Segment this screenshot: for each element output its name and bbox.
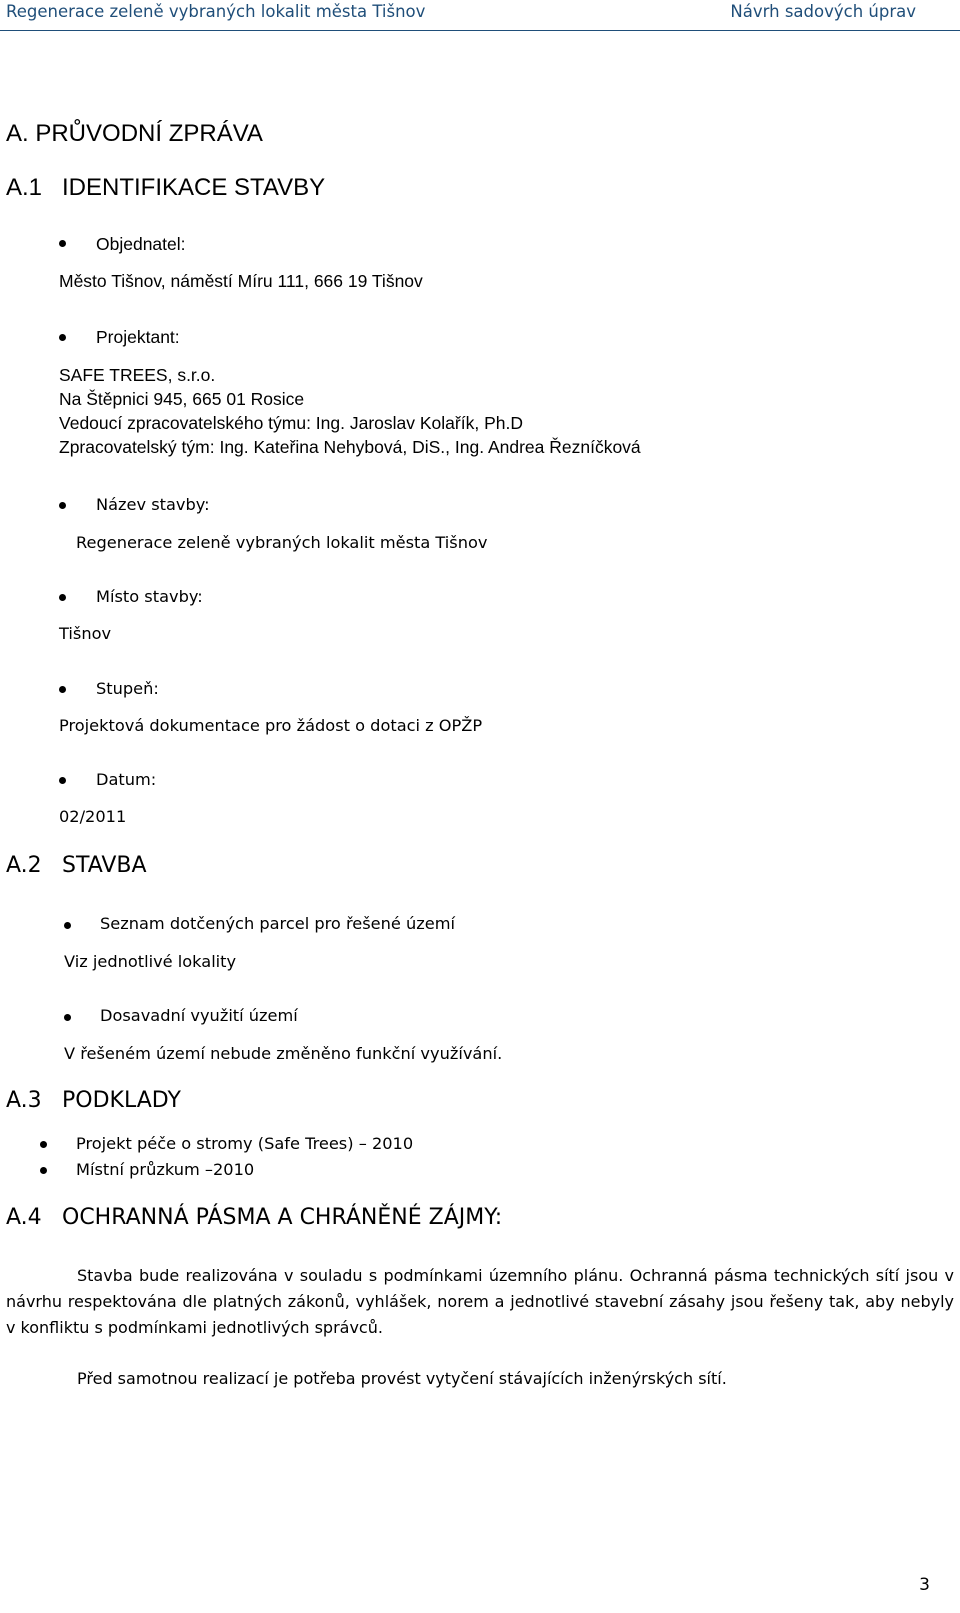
- parcely-value: Viz jednotlivé lokality: [64, 952, 237, 971]
- header-document-title: Regenerace zeleně vybraných lokalit města Tišnov: [6, 2, 426, 21]
- stupen-value: Projektová dokumentace pro žádost o dotaci z OPŽP: [59, 716, 483, 735]
- objednatel-value: Město Tišnov, náměstí Míru 111, 666 19 Tišnov: [59, 271, 423, 291]
- header-rule: [0, 30, 960, 31]
- datum-label: Datum:: [96, 770, 157, 789]
- misto-label: Místo stavby:: [96, 587, 203, 606]
- projektant-line: SAFE TREES, s.r.o.: [59, 365, 216, 385]
- podklady-item: Místní průzkum –2010: [76, 1160, 255, 1179]
- header-section-title: Návrh sadových úprav: [730, 2, 916, 21]
- bullet: [59, 334, 66, 341]
- section-a1-heading: IDENTIFIKACE STAVBY: [62, 174, 326, 201]
- section-a2-heading: STAVBA: [62, 853, 147, 878]
- bullet: [59, 240, 66, 247]
- section-a1-number: A.1: [6, 174, 43, 201]
- ochranna-pasma-text: Stavba bude realizována v souladu s podmínkami územního plánu. Ochranná pásma technických sítí jsou v návrhu respektována dle platných zákonů, vyhlášek, norem a jednotlivé stavební zásahy jsou řešeny tak, aby nebyly v konfliktu s podmínkami jednotlivých správců.: [6, 1266, 954, 1337]
- bullet: [64, 922, 71, 929]
- section-a4-number: A.4: [6, 1205, 42, 1230]
- vyuziti-value: V řešeném území nebude změněno funkční využívání.: [64, 1044, 503, 1063]
- page-title: A. PRŮVODNÍ ZPRÁVA: [6, 120, 263, 147]
- projektant-label: Projektant:: [96, 327, 180, 347]
- bullet: [64, 1014, 71, 1021]
- parcely-label: Seznam dotčených parcel pro řešené území: [100, 914, 455, 933]
- bullet: [59, 502, 66, 509]
- section-a2-number: A.2: [6, 853, 42, 878]
- section-a3-heading: PODKLADY: [62, 1088, 181, 1113]
- realizace-text: Před samotnou realizací je potřeba provést vytyčení stávajících inženýrských sítí.: [77, 1369, 727, 1388]
- ochranna-pasma-paragraph: [6, 1263, 954, 1341]
- bullet: [40, 1167, 47, 1174]
- misto-value: Tišnov: [59, 624, 112, 643]
- nazev-value: Regenerace zeleně vybraných lokalit města Tišnov: [76, 533, 488, 552]
- stupen-label: Stupeň:: [96, 679, 159, 698]
- bullet: [59, 594, 66, 601]
- objednatel-label: Objednatel:: [96, 234, 186, 254]
- page-number: 3: [919, 1575, 930, 1595]
- projektant-line: Na Štěpnici 945, 665 01 Rosice: [59, 389, 305, 409]
- datum-value: 02/2011: [59, 807, 127, 826]
- nazev-label: Název stavby:: [96, 495, 210, 514]
- bullet: [40, 1141, 47, 1148]
- vyuziti-label: Dosavadní využití území: [100, 1006, 298, 1025]
- podklady-item: Projekt péče o stromy (Safe Trees) – 2010: [76, 1134, 414, 1153]
- realizace-paragraph: [6, 1366, 954, 1392]
- bullet: [59, 686, 66, 693]
- projektant-line: Zpracovatelský tým: Ing. Kateřina Nehybová, DiS., Ing. Andrea Řezníčková: [59, 437, 641, 457]
- section-a4-heading: OCHRANNÁ PÁSMA A CHRÁNĚNÉ ZÁJMY:: [62, 1205, 503, 1230]
- bullet: [59, 777, 66, 784]
- projektant-line: Vedoucí zpracovatelského týmu: Ing. Jaroslav Kolařík, Ph.D: [59, 413, 523, 433]
- section-a3-number: A.3: [6, 1088, 42, 1113]
